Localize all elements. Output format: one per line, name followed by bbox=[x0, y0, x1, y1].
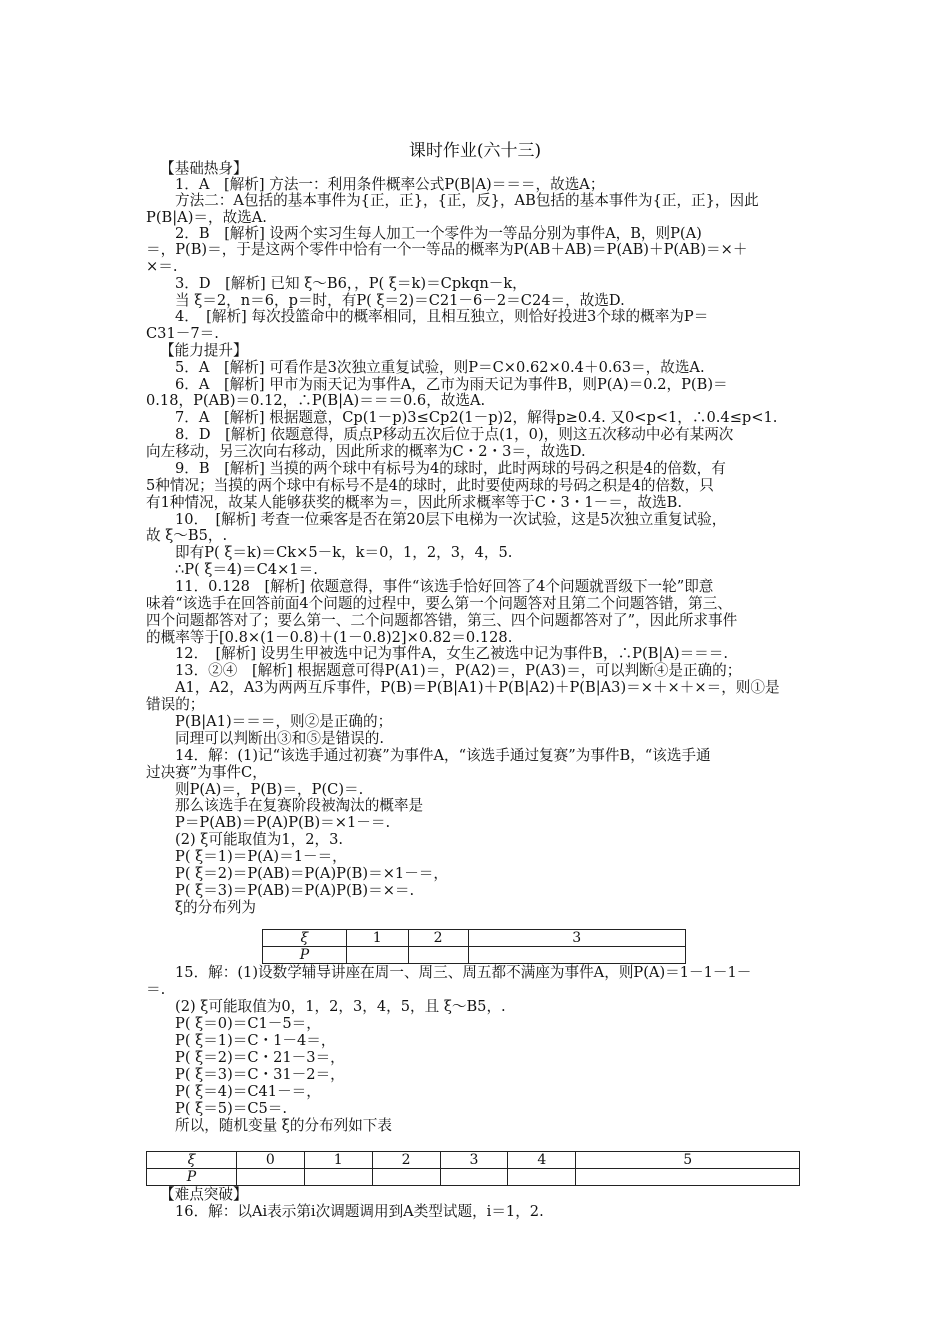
text-line: 即有P( ξ＝k)＝Ck×5－k，k＝0，1，2，3，4，5. bbox=[175, 544, 513, 561]
text-line: 5．A [解析] 可看作是3次独立重复试验，则P＝C×0.62×0.4＋0.63＝，故选A. bbox=[175, 359, 705, 376]
table-cell bbox=[372, 1169, 440, 1186]
distribution-table-2 bbox=[146, 1151, 800, 1186]
text-line: 那么该选手在复赛阶段被淘汰的概率是 bbox=[175, 797, 424, 814]
table-cell: 0 bbox=[236, 1152, 304, 1169]
text-line: 11．0.128 [解析] 依题意得，事件“该选手恰好回答了4个问题就晋级下一轮”即意 bbox=[175, 578, 714, 595]
text-line: 14．解：(1)记“该选手通过初赛”为事件A，“该选手通过复赛”为事件B，“该选手通 bbox=[175, 747, 711, 764]
text-line: 故 ξ～B5，. bbox=[146, 527, 228, 544]
text-line: 同理可以判断出③和⑤是错误的. bbox=[175, 730, 384, 747]
text-line: 5种情况；当摸的两个球中有标号不是4的球时，此时要使两球的号码之积是4的倍数，只 bbox=[146, 477, 714, 494]
text-line: (2) ξ可能取值为1，2，3. bbox=[175, 831, 343, 848]
text-line: 4． [解析] 每次投篮命中的概率相同，且相互独立，则恰好投进3个球的概率为P＝ bbox=[175, 308, 709, 325]
text-line: P( ξ＝0)＝C1－5＝， bbox=[175, 1015, 321, 1032]
text-line: 8．D [解析] 依题意得，质点P移动五次后位于点(1，0)，则这五次移动中必有某两次 bbox=[175, 426, 734, 443]
table-cell bbox=[508, 1169, 576, 1186]
text-line: 向左移动，另三次向右移动，因此所求的概率为C・2・3＝，故选D. bbox=[146, 443, 586, 460]
text-line: ＝，P(B)＝，于是这两个零件中恰有一个一等品的概率为P(AB＋AB)＝P(AB)＋P(AB)＝×＋ bbox=[146, 241, 748, 258]
table-cell bbox=[408, 947, 468, 964]
table-cell: 3 bbox=[440, 1152, 508, 1169]
page-title: 课时作业(六十三) bbox=[408, 141, 542, 161]
table-cell: 1 bbox=[304, 1152, 372, 1169]
text-line: ＝. bbox=[146, 981, 166, 998]
table-cell: 2 bbox=[408, 930, 468, 947]
text-line: 则P(A)＝，P(B)＝，P(C)＝. bbox=[175, 781, 364, 798]
text-line: 有1种情况，故某人能够获奖的概率为＝，因此所求概率等于C・3・1－＝，故选B. bbox=[146, 494, 682, 511]
text-line: 错误的； bbox=[146, 696, 205, 713]
text-line: 四个问题都答对了；要么第一、二个问题都答错，第三、四个问题都答对了”，因此所求事件 bbox=[146, 612, 738, 629]
table-cell: 3 bbox=[468, 930, 685, 947]
table-cell: 1 bbox=[346, 930, 408, 947]
table-row bbox=[147, 1169, 800, 1186]
text-line: 7．A [解析] 根据题意，Cp(1－p)3≤Cp2(1－p)2，解得p≥0.4. 又0<p<1，∴0.4≤p<1. bbox=[175, 409, 778, 426]
section-basic: 【基础热身】 bbox=[160, 160, 248, 177]
table-cell: 4 bbox=[508, 1152, 576, 1169]
text-line: P＝P(AB)＝P(A)P(B)＝×1－＝. bbox=[175, 814, 391, 831]
text-line: ×＝. bbox=[146, 258, 178, 275]
text-line: P(B|A)＝，故选A. bbox=[146, 209, 267, 226]
table-cell: ξ bbox=[147, 1152, 237, 1169]
text-line: 当 ξ＝2，n＝6，p＝时，有P( ξ＝2)＝C21－6－2＝C24＝，故选D. bbox=[175, 292, 625, 309]
table-cell bbox=[236, 1169, 304, 1186]
text-line: P( ξ＝1)＝P(A)＝1－＝， bbox=[175, 848, 347, 865]
table-cell: 5 bbox=[576, 1152, 800, 1169]
text-line: P( ξ＝5)＝C5＝. bbox=[175, 1100, 288, 1117]
text-line: 的概率等于[0.8×(1－0.8)＋(1－0.8)2]×0.82＝0.128. bbox=[146, 629, 513, 646]
table-row bbox=[147, 1152, 800, 1169]
text-line: 9．B [解析] 当摸的两个球中有标号为4的球时，此时两球的号码之积是4的倍数，有 bbox=[175, 460, 726, 477]
text-line: ∴P( ξ＝4)＝C4×1＝. bbox=[175, 561, 318, 578]
table-row bbox=[263, 947, 686, 964]
table-cell: P bbox=[147, 1169, 237, 1186]
text-line: P( ξ＝3)＝P(AB)＝P(A)P(B)＝×＝. bbox=[175, 882, 415, 899]
text-line: 2．B [解析] 设两个实习生每人加工一个零件为一等品分别为事件A，B，则P(A) bbox=[175, 225, 702, 242]
distribution-table-1 bbox=[262, 929, 686, 964]
text-line: P( ξ＝3)＝C・31－2＝， bbox=[175, 1066, 345, 1083]
text-line: P( ξ＝1)＝C・1－4＝， bbox=[175, 1032, 336, 1049]
section-ability: 【能力提升】 bbox=[160, 342, 248, 359]
text-line: 味着“该选手在回答前面4个问题的过程中，要么第一个问题答对且第二个问题答错，第三、 bbox=[146, 595, 732, 612]
text-line: (2) ξ可能取值为0，1，2，3，4，5，且 ξ～B5，. bbox=[175, 998, 506, 1015]
text-line: A1，A2，A3为两两互斥事件，P(B)＝P(B|A1)＋P(B|A2)＋P(B|A3)＝×＋×＋×＝，则①是 bbox=[175, 679, 780, 696]
section-hard: 【难点突破】 bbox=[160, 1186, 248, 1203]
text-line: 16．解：以Ai表示第i次调题调用到A类型试题，i＝1，2. bbox=[175, 1203, 544, 1220]
text-line: 6．A [解析] 甲市为雨天记为事件A，乙市为雨天记为事件B，则P(A)＝0.2，P(B)＝ bbox=[175, 376, 728, 393]
text-line: P( ξ＝4)＝C41－＝， bbox=[175, 1083, 321, 1100]
text-line: P( ξ＝2)＝P(AB)＝P(A)P(B)＝×1－＝， bbox=[175, 865, 448, 882]
text-line: P( ξ＝2)＝C・21－3＝， bbox=[175, 1049, 345, 1066]
table-cell: ξ bbox=[263, 930, 347, 947]
text-line: 3．D [解析] 已知 ξ～B6，，P( ξ＝k)＝Cpkqn－k， bbox=[175, 275, 527, 292]
table-cell: P bbox=[263, 947, 347, 964]
text-line: 10． [解析] 考查一位乘客是否在第20层下电梯为一次试验，这是5次独立重复试验， bbox=[175, 511, 727, 528]
table-cell bbox=[304, 1169, 372, 1186]
text-line: 所以，随机变量 ξ的分布列如下表 bbox=[175, 1117, 392, 1134]
table-cell bbox=[440, 1169, 508, 1186]
text-line: C31－7＝. bbox=[146, 325, 219, 342]
text-line: 15．解：(1)设数学辅导讲座在周一、周三、周五都不满座为事件A，则P(A)＝1－1－1－ bbox=[175, 964, 752, 981]
text-line: 过决赛”为事件C， bbox=[146, 764, 267, 781]
text-line: 13．②④ [解析] 根据题意可得P(A1)＝，P(A2)＝，P(A3)＝，可以判断④是正确的； bbox=[175, 662, 742, 679]
text-line: 12． [解析] 设男生甲被选中记为事件A，女生乙被选中记为事件B，∴P(B|A)＝＝＝. bbox=[175, 645, 728, 662]
table-cell bbox=[468, 947, 685, 964]
text-line: 0.18，P(AB)＝0.12，∴P(B|A)＝＝＝0.6，故选A. bbox=[146, 392, 486, 409]
text-line: 1．A [解析] 方法一：利用条件概率公式P(B|A)＝＝＝，故选A； bbox=[175, 176, 605, 193]
table-cell: 2 bbox=[372, 1152, 440, 1169]
table-cell bbox=[346, 947, 408, 964]
text-line: 方法二：A包括的基本事件为{正，正}，{正，反}，AB包括的基本事件为{正，正}，因此 bbox=[175, 192, 759, 209]
table-row bbox=[263, 930, 686, 947]
table-cell bbox=[576, 1169, 800, 1186]
text-line: P(B|A1)＝＝＝，则②是正确的； bbox=[175, 713, 393, 730]
text-line: ξ的分布列为 bbox=[175, 899, 257, 916]
